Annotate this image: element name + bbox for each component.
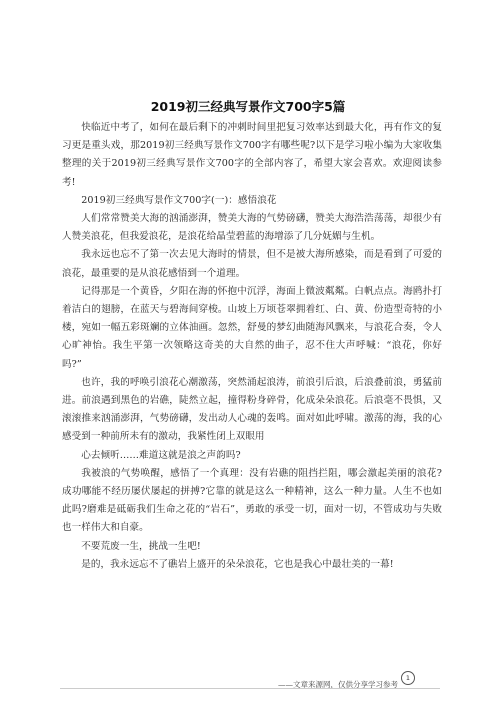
paragraph: 也许，我的呼唤引浪花心潮激荡，突然涌起浪涛，前浪引后浪，后浪叠前浪，勇猛前进。前浪遇到黑色的岩礁，陡然立起，撞得粉身碎骨，化成朵朵浪花。后浪毫不畏惧，又滚滚推来汹涌澎湃，气势磅礴，发出动人心魂的轰鸣。面对如此呼啸。激荡的海，我的心感受到一种前所未有的激动，我紧性闭上双眼用 bbox=[62, 376, 442, 443]
paragraph-intro: 快临近中考了，如何在最后剩下的冲刺时间里把复习效率达到最大化，再有作文的复习更是重头戏，那2019初三经典写景作文700字有哪些呢?以下是学习啦小编为大家收集整理的关于2019初三经典写景作文700字的全部内容了，希望大家会喜欢。欢迎阅读参考! bbox=[62, 122, 442, 188]
footer-divider bbox=[60, 688, 440, 689]
paragraph: 记得那是一个黄昏，夕阳在海的怀抱中沉浮，海面上微波粼粼。白帆点点。海鸥扑打着洁白的翅膀，在蓝天与碧海间穿梭。山坡上万顷苍翠拥着红、白、黄、份造型奇特的小楼，宛如一幅五彩斑斓的立体油画。忽然，舒曼的梦幻曲随海风飘来，与浪花合奏，令人心旷神怡。我生平第一次领略这奇美的大自然的曲子，忍不住大声呼喊：“浪花，你好吗?” bbox=[62, 285, 442, 370]
paragraph: 心去倾听……难道这就是浪之声韵吗? bbox=[81, 449, 241, 461]
paragraph: 人们常常赞美大海的汹涌澎湃，赞美大海的气势磅礴，赞美大海浩浩荡荡，却很少有人赞美浪花，但我爱浪花，是浪花给晶莹碧蓝的海增添了几分妩媚与生机。 bbox=[62, 213, 442, 243]
paragraph: 不要荒废一生，挑战一生吧! bbox=[81, 540, 201, 552]
article-body bbox=[62, 119, 442, 574]
page-title: 2019初三经典写景作文700字5篇 bbox=[150, 99, 346, 114]
paragraph: 我永远也忘不了第一次去见大海时的情景，但不是被大海所感染，而是看到了可爱的浪花，最重要的是从浪花感悟到一个道理。 bbox=[62, 249, 442, 279]
paragraph: 我被浪的气势唤醒，感悟了一个真理：没有岩礁的阻挡拦阻，哪会激起美丽的浪花?成功哪能不经历屡伏屡起的拼搏?它靠的就是这么一种精神，这么一种力量。人生不也如此吗?磨难是砥砺我们生命之花的“岩石”，勇敢的承受一切，面对一切，不管成功与失败也一样伟大和自豪。 bbox=[62, 467, 442, 534]
page-number-badge: 1 bbox=[401, 671, 415, 685]
section-heading: 2019初三经典写景作文700字(一)：感悟浪花 bbox=[81, 194, 277, 206]
paragraph: 是的，我永远忘不了礁岩上盛开的朵朵浪花，它也是我心中最壮美的一幕! bbox=[81, 558, 394, 570]
footer-note: ——文章来源网，仅供分享学习参考 bbox=[278, 680, 398, 689]
